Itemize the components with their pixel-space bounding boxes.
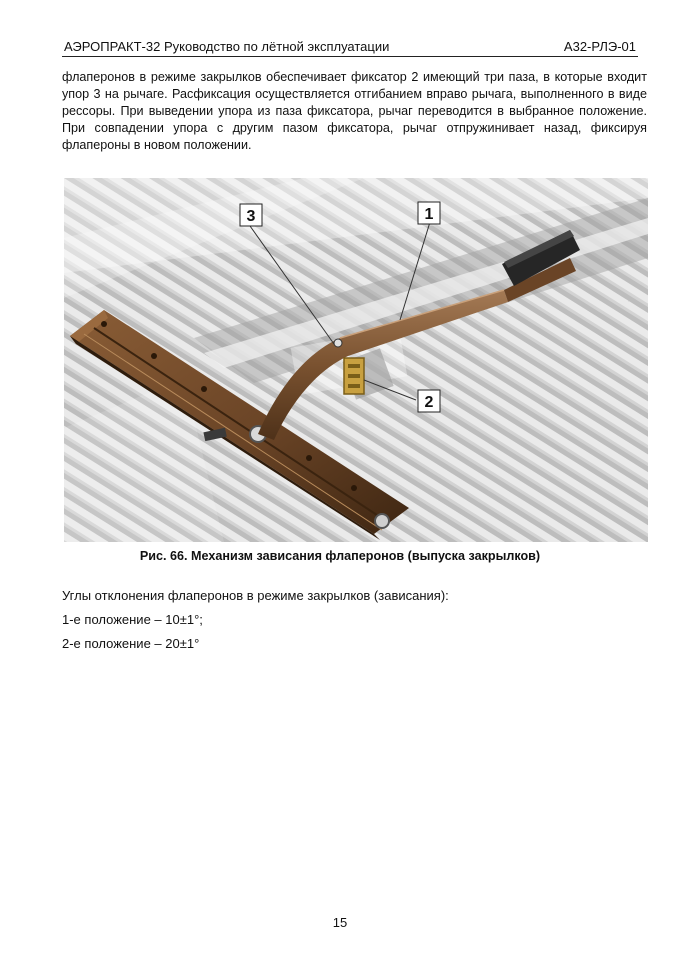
header-title: АЭРОПРАКТ-32 Руководство по лётной эксплуатации [64, 39, 390, 54]
deflection-position-2: 2-е положение – 20±1° [62, 636, 200, 651]
figure-caption: Рис. 66. Механизм зависания флаперонов (выпуска закрылков) [139, 549, 541, 563]
deflection-position-1: 1-е положение – 10±1°; [62, 612, 203, 627]
page-number: 15 [332, 915, 348, 930]
callout-1 [418, 202, 440, 224]
callout-2 [418, 390, 440, 412]
callout-1-label: 1 [424, 206, 434, 223]
page-header [62, 38, 638, 57]
callout-3 [240, 204, 262, 226]
figure-flaperon-mechanism [64, 178, 648, 542]
deflection-intro: Углы отклонения флаперонов в режиме закрылков (зависания): [62, 588, 449, 603]
callout-3-label: 3 [246, 208, 256, 225]
body-paragraph: флаперонов в режиме закрылков обеспечивает фиксатор 2 имеющий три паза, в которые входит упор 3 на рычаге. Расфиксация осуществляется отгибанием вправо рычага, выполненного в виде рессоры. При выведении упора из паза фиксатора, рычаг переводится в выбранное положение. При совпадении упора с другим пазом фиксатора, рычаг отпружинивает назад, фиксируя флапероны в новом положении. [62, 70, 647, 152]
callout-2-label: 2 [424, 394, 434, 411]
latch-detent [344, 358, 364, 394]
header-doc-code: А32-РЛЭ-01 [563, 39, 636, 54]
